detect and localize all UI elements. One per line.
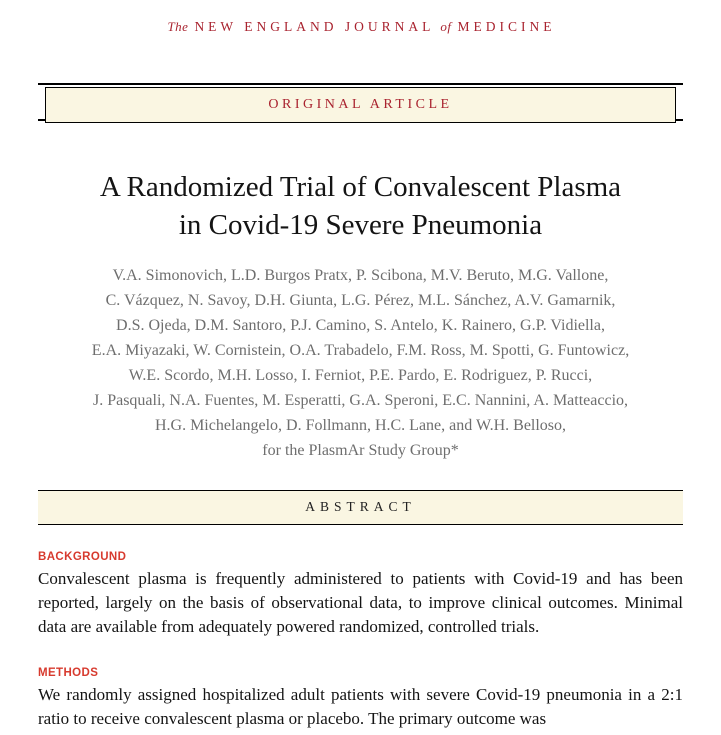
author-line: W.E. Scordo, M.H. Losso, I. Ferniot, P.E. Pardo, E. Rodriguez, P. Rucci,: [128, 367, 593, 385]
author-line: V.A. Simonovich, L.D. Burgos Pratx, P. Scibona, M.V. Beruto, M.G. Vallone,: [112, 267, 609, 285]
banner-box: [45, 87, 676, 123]
banner-label: ORIGINAL ARTICLE: [268, 97, 453, 112]
masthead-of: of: [440, 19, 452, 34]
article-title: [38, 169, 683, 244]
abstract-section-methods: [38, 667, 683, 731]
methods-text: We randomly assigned hospitalized adult patients with severe Covid-19 pneumonia in a 2:1 ratio to receive convalescent plasma or placebo. The primary outcome was: [38, 685, 683, 729]
background-text: Convalescent plasma is frequently administered to patients with Covid-19 and has been reported, largely on the basis of observational data, to improve clinical outcomes. Minimal data are available from adequately powered randomized, controlled trials.: [38, 569, 683, 636]
author-line: J. Pasquali, N.A. Fuentes, M. Esperatti, G.A. Speroni, E.C. Nannini, A. Matteaccio,: [92, 392, 629, 410]
author-line: H.G. Michelangelo, D. Follmann, H.C. Lane, and W.H. Belloso,: [154, 417, 567, 435]
author-line: E.A. Miyazaki, W. Cornistein, O.A. Trabadelo, F.M. Ross, M. Spotti, G. Funtowicz,: [91, 342, 630, 360]
study-group-line: for the PlasmAr Study Group*: [262, 442, 459, 460]
abstract-band: [38, 490, 683, 525]
background-heading: BACKGROUND: [38, 551, 127, 563]
masthead-medicine: MEDICINE: [457, 19, 556, 34]
journal-masthead: [38, 0, 683, 36]
title-line-2: in Covid-19 Severe Pneumonia: [178, 208, 543, 241]
original-article-banner: [38, 83, 683, 127]
title-line-1: A Randomized Trial of Convalescent Plasma: [99, 171, 622, 203]
abstract-section-background: [38, 551, 683, 638]
author-line: C. Vázquez, N. Savoy, D.H. Giunta, L.G. Pérez, M.L. Sánchez, A.V. Gamarnik,: [105, 292, 616, 310]
abstract-bar: [38, 490, 683, 525]
author-list: [38, 264, 683, 464]
banner-top-rule: [38, 83, 683, 85]
masthead-the: The: [167, 19, 189, 34]
methods-heading: METHODS: [38, 667, 99, 680]
abstract-label: ABSTRACT: [305, 499, 416, 514]
author-line: D.S. Ojeda, D.M. Santoro, P.J. Camino, S. Antelo, K. Rainero, G.P. Vidiella,: [116, 317, 605, 335]
masthead-journal-name: NEW ENGLAND JOURNAL: [194, 19, 435, 34]
